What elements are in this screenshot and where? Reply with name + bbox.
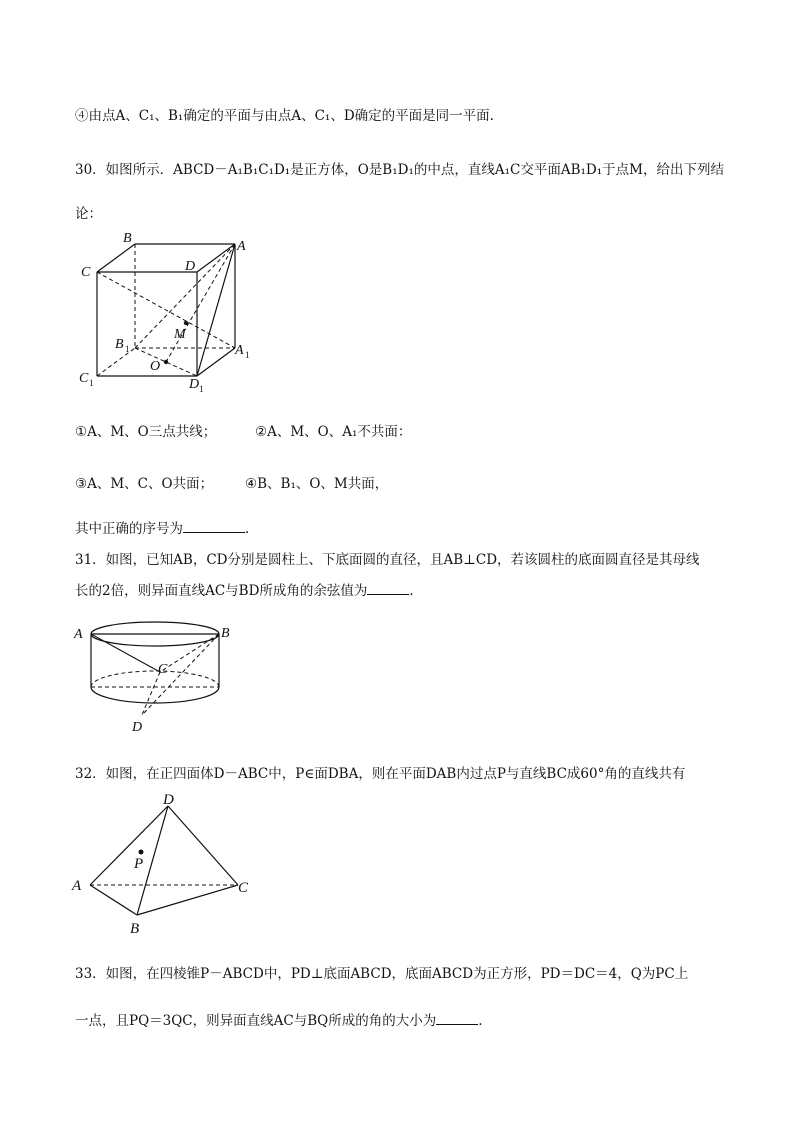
q33-answer-blank[interactable] bbox=[436, 1010, 478, 1025]
q30-option-1: ①A、M、O三点共线； bbox=[75, 424, 217, 440]
q30-label-B1: B bbox=[115, 337, 124, 352]
q32-label-P: P bbox=[134, 856, 144, 872]
q30-option-4: ④B、B₁、O、M共面， bbox=[245, 476, 389, 492]
q30-option-3: ③A、M、C、O共面； bbox=[75, 476, 214, 492]
q32-tetrahedron-figure bbox=[70, 788, 260, 938]
q32-label-B: B bbox=[130, 921, 140, 937]
q30-label-A1: A bbox=[235, 343, 244, 358]
q31-answer-blank[interactable] bbox=[367, 580, 409, 595]
q32-label-A: A bbox=[72, 878, 82, 894]
q31-stem-line1: 31．如图，已知AB，CD分别是圆柱上、下底面圆的直径，且AB⊥CD，若该圆柱的底面圆直径是其母线 bbox=[75, 552, 700, 568]
q31-stem-line2: 长的2倍，则异面直线AC与BD所成角的余弦值为 . bbox=[75, 580, 414, 601]
q30-label-C1: C bbox=[79, 371, 89, 386]
q30-label-B1-sub: 1 bbox=[125, 344, 130, 354]
q33-stem-line2: 一点，且PQ＝3QC，则异面直线AC与BQ所成的角的大小为 . bbox=[75, 1010, 483, 1031]
q30-label-C: C bbox=[81, 265, 91, 280]
q30-label-D: D bbox=[185, 259, 196, 274]
q29-item4-text: ④由点A、C₁、B₁确定的平面与由点A、C₁、D确定的平面是同一平面. bbox=[75, 108, 494, 124]
q30-label-D1-sub: 1 bbox=[199, 384, 204, 394]
q30-label-D1: D bbox=[189, 377, 200, 392]
q30-answer-line: 其中正确的序号为 . bbox=[75, 518, 249, 539]
q30-label-B: B bbox=[123, 231, 132, 246]
q30-label-A: A bbox=[237, 239, 246, 254]
q33-stem-line2-text: 一点，且PQ＝3QC，则异面直线AC与BQ所成的角的大小为 bbox=[75, 1013, 437, 1029]
q30-label-A1-sub: 1 bbox=[245, 350, 250, 360]
q30-label-M: M bbox=[174, 327, 186, 342]
q31-stem-line2-text: 长的2倍，则异面直线AC与BD所成角的余弦值为 bbox=[75, 583, 368, 599]
q31-label-C: C bbox=[158, 662, 168, 677]
q30-cube-figure bbox=[75, 228, 265, 398]
q32-label-C: C bbox=[238, 880, 249, 896]
q30-answer-prompt: 其中正确的序号为 bbox=[75, 521, 183, 537]
q31-label-A: A bbox=[74, 627, 83, 642]
q33-stem-line1: 33．如图，在四棱锥P－ABCD中，PD⊥底面ABCD，底面ABCD为正方形，PD＝DC＝4，Q为PC上 bbox=[75, 966, 689, 982]
q30-stem-line1: 30．如图所示．ABCD－A₁B₁C₁D₁是正方体，O是B₁D₁的中点，直线A₁C交平面AB₁D₁于点M，给出下列结 bbox=[75, 162, 724, 178]
q30-stem-line2: 论： bbox=[75, 206, 102, 222]
q32-stem-line1: 32．如图，在正四面体D－ABC中，P∈面DBA，则在平面DAB内过点P与直线BC成60°角的直线共有 bbox=[75, 766, 686, 782]
q32-label-D: D bbox=[163, 792, 174, 808]
q30-answer-blank[interactable] bbox=[183, 518, 245, 533]
q31-label-D: D bbox=[132, 720, 143, 735]
q31-label-B: B bbox=[221, 626, 230, 641]
q30-label-O: O bbox=[150, 359, 161, 374]
q31-cylinder-figure bbox=[70, 615, 240, 735]
q30-label-C1-sub: 1 bbox=[89, 378, 94, 388]
q30-option-2: ②A、M、O、A₁不共面： bbox=[255, 424, 412, 440]
